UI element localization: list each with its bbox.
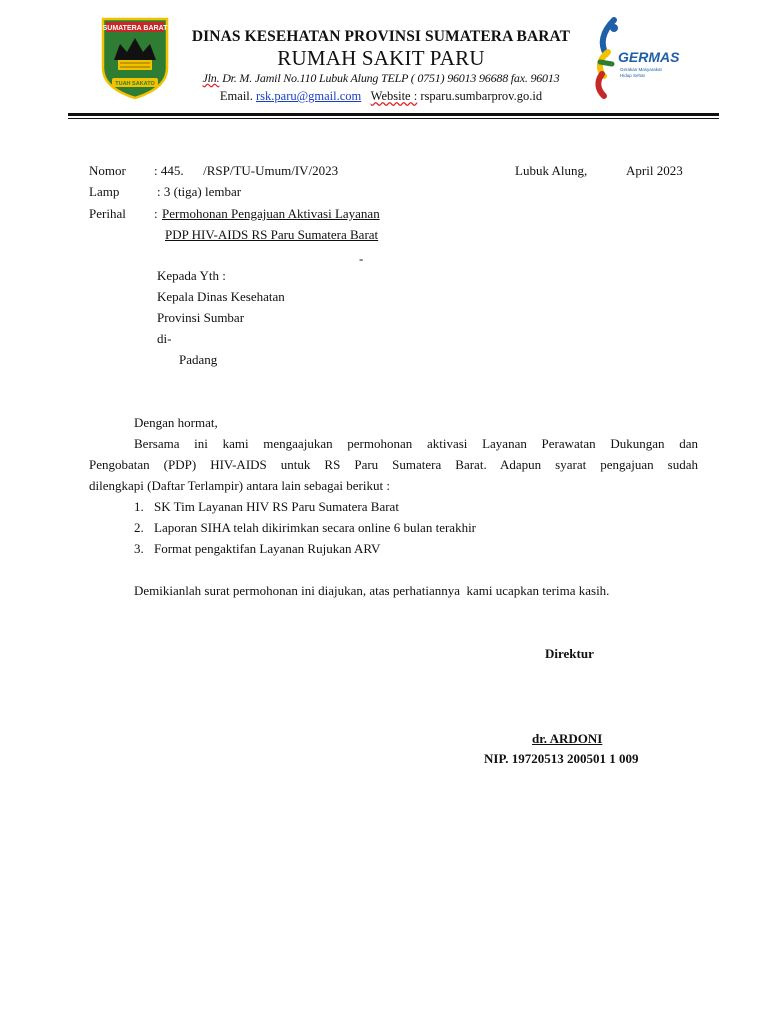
recipient-province: Provinsi Sumbar [157,310,245,325]
paragraph-line-2: Pengobatan (PDP) HIV-AIDS untuk RS Paru Sumatera Barat. Adapun syarat pengajuan sudah [89,457,698,472]
body-paragraph [89,433,698,496]
list-item-text: Laporan SIHA telah dikirimkan secara online 6 bulan terakhir [154,520,477,535]
recipient-salutation: Kepada Yth : [157,268,226,283]
germas-sub1: Gerakan Masyarakat [620,67,662,72]
germas-logo [592,18,680,102]
address-street-abbrev: Jln. [202,71,220,85]
place-label: Lubuk Alung, [515,163,588,178]
list-item-text: SK Tim Layanan HIV RS Paru Sumatera Barat [154,499,399,514]
list-item-number: 3. [134,541,144,556]
greeting: Dengan hormat, [134,415,218,430]
stray-mark: - [359,251,364,266]
paragraph-line-3: dilengkapi (Daftar Terlampir) antara lain sebagai berikut : [89,478,390,493]
recipient-city: Padang [179,352,218,367]
letter-date: April 2023 [626,163,683,178]
website-value: rsparu.sumbarprov.go.id [417,89,543,103]
recipient-di: di- [157,331,172,346]
signatory-nip: NIP. 19720513 200501 1 009 [484,751,639,766]
list-item-number: 1. [134,499,144,514]
letterhead-address [176,71,586,86]
letterhead-hospital-name: RUMAH SAKIT PARU [277,46,485,70]
list-item [134,499,399,515]
nomor-label: Nomor [89,163,126,178]
perihal-line-1: Permohonan Pengajuan Aktivasi Layanan [162,206,380,221]
lamp-value: : 3 (tiga) lembar [157,184,242,199]
address-rest: Dr. M. Jamil No.110 Lubuk Alung TELP ( 0751) 96013 96688 fax. 96013 [219,71,560,85]
germas-logo-text: GERMAS [618,49,680,65]
website-label: Website : [370,89,418,103]
nomor-value: : 445. /RSP/TU-Umum/IV/2023 [154,163,339,178]
signature-title: Direktur [545,646,594,661]
letterhead-rule-thick [68,113,719,116]
closing-sentence: Demikianlah surat permohonan ini diajukan, atas perhatiannya kami ucapkan terima kasih. [134,583,610,598]
list-item [134,520,476,536]
logo-province-text: SUMATERA BARAT [102,25,168,32]
list-item-text: Format pengaktifan Layanan Rujukan ARV [154,541,381,556]
email-link[interactable]: rsk.paru@gmail.com [256,89,362,103]
letterhead-rule-thin [68,118,719,119]
paragraph-line-1: Bersama ini kami mengaajukan permohonan aktivasi Layanan Perawatan Dukungan dan [134,436,698,451]
recipient-office: Kepala Dinas Kesehatan [157,289,285,304]
letterhead-contact [176,89,586,104]
lamp-label: Lamp [89,184,120,199]
germas-sub2: Hidup Sehat [620,73,645,78]
signatory-name: dr. ARDONI [532,731,603,746]
letterhead-agency: DINAS KESEHATAN PROVINSI SUMATERA BARAT [191,28,571,45]
logo-motto-text: TUAH SAKATO [115,81,155,87]
perihal-line-2: PDP HIV-AIDS RS Paru Sumatera Barat [165,227,379,242]
perihal-label: Perihal [89,206,126,221]
list-item [134,541,380,557]
perihal-colon: : [154,206,158,221]
email-label: Email. [219,89,257,103]
province-logo [100,16,170,100]
list-item-number: 2. [134,520,144,535]
